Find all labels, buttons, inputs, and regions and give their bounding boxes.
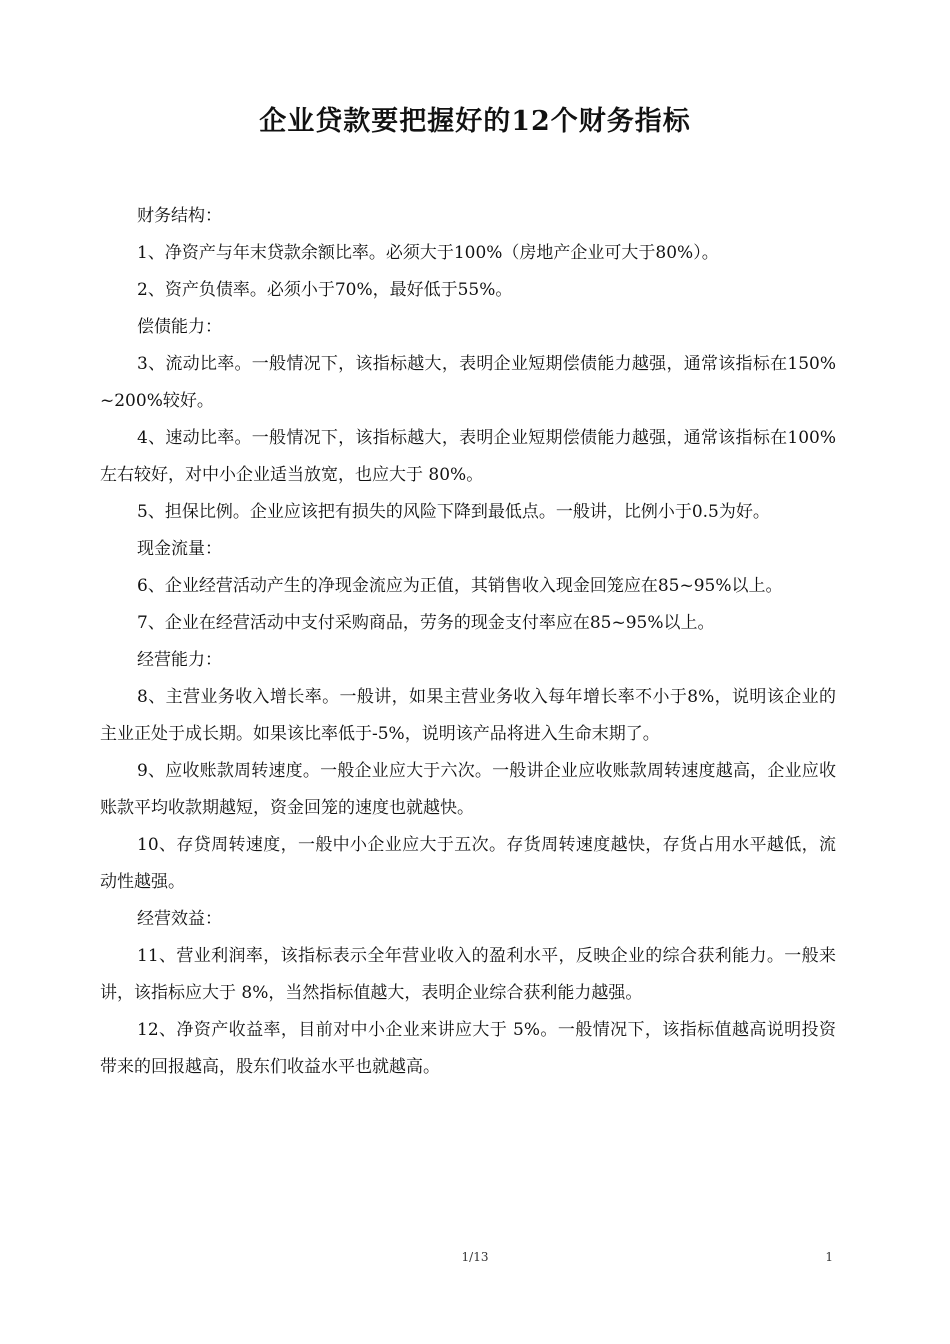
page-indicator: 1/13 bbox=[461, 1250, 489, 1264]
list-item: 7、企业在经营活动中支付采购商品，劳务的现金支付率应在85~95%以上。 bbox=[137, 613, 715, 633]
list-item: 1、净资产与年末贷款余额比率。必须大于100%（房地产企业可大于80%）。 bbox=[137, 243, 719, 263]
section-heading: 经营效益： bbox=[137, 909, 222, 929]
page-number: 1 bbox=[825, 1250, 833, 1264]
list-item: 6、企业经营活动产生的净现金流应为正值，其销售收入现金回笼应在85~95%以上。 bbox=[137, 576, 783, 596]
list-item: 12、净资产收益率，目前对中小企业来讲应大于 5%。一般情况下，该指标值越高说明投资带来的回报越高，股东们收益水平也就越高。 bbox=[100, 1020, 836, 1077]
list-item: 10、存贷周转速度，一般中小企业应大于五次。存货周转速度越快，存货占用水平越低，流动性越强。 bbox=[100, 835, 836, 892]
list-item: 2、资产负债率。必须小于70%，最好低于55%。 bbox=[137, 280, 513, 300]
list-item: 4、速动比率。一般情况下，该指标越大，表明企业短期偿债能力越强，通常该指标在100%左右较好，对中小企业适当放宽，也应大于 80%。 bbox=[100, 428, 836, 485]
list-item: 5、担保比例。企业应该把有损失的风险下降到最低点。一般讲，比例小于0.5为好。 bbox=[137, 502, 770, 522]
section-heading: 经营能力： bbox=[137, 650, 222, 670]
section-heading: 财务结构： bbox=[137, 206, 222, 226]
list-item: 3、流动比率。一般情况下，该指标越大，表明企业短期偿债能力越强，通常该指标在150%~200%较好。 bbox=[100, 354, 836, 411]
section-heading: 现金流量： bbox=[137, 539, 222, 559]
section-heading: 偿债能力： bbox=[137, 317, 222, 337]
list-item: 8、主营业务收入增长率。一般讲，如果主营业务收入每年增长率不小于8%，说明该企业的主业正处于成长期。如果该比率低于-5%，说明该产品将进入生命末期了。 bbox=[100, 687, 836, 744]
document-body bbox=[100, 198, 836, 1086]
list-item: 11、营业利润率，该指标表示全年营业收入的盈利水平，反映企业的综合获利能力。一般来讲，该指标应大于 8%，当然指标值越大，表明企业综合获利能力越强。 bbox=[100, 946, 836, 1003]
document-title: 企业贷款要把握好的12个财务指标 bbox=[259, 106, 691, 138]
list-item: 9、应收账款周转速度。一般企业应大于六次。一般讲企业应收账款周转速度越高，企业应收账款平均收款期越短，资金回笼的速度也就越快。 bbox=[100, 761, 836, 818]
